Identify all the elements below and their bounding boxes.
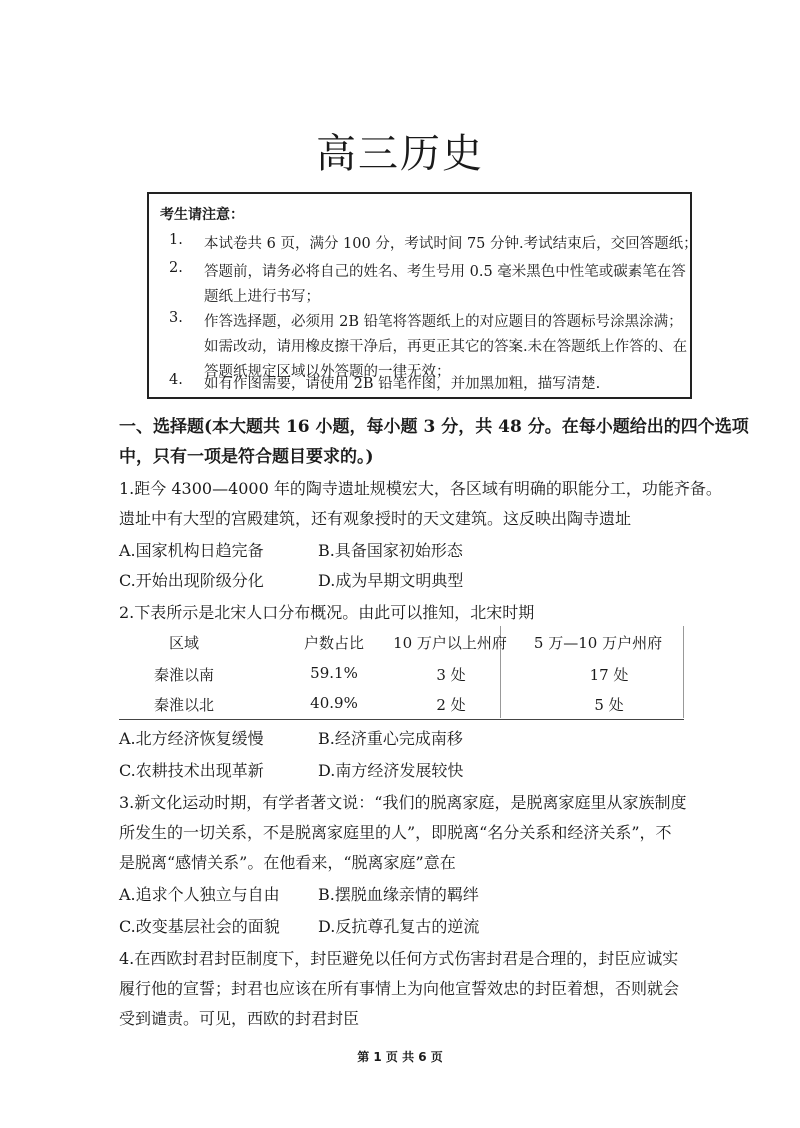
q1-option-d: D.成为早期文明典型 [318, 571, 464, 590]
table-cell: 秦淮以南 [153, 666, 214, 684]
question-1-line-2: 遗址中有大型的宫殿建筑，还有观象授时的天文建筑。这反映出陶寺遗址 [119, 509, 632, 528]
table-cell: 59.1% [310, 664, 358, 682]
table-header-medium-prefectures: 5 万—10 万户州府 [533, 634, 663, 652]
question-3-line-2: 所发生的一切关系，不是脱离家庭里的人”，即脱离“名分关系和经济关系”，不 [119, 823, 672, 842]
section-1-heading: 一、选择题(本大题共 16 小题，每小题 3 分，共 48 分。在每小题给出的四个选项 [119, 417, 749, 437]
table-header-large-prefectures: 10 万户以上州府 [393, 634, 507, 652]
table-header-share: 户数占比 [303, 634, 364, 652]
q1-option-c: C.开始出现阶级分化 [119, 571, 264, 590]
question-4-line-1: 4.在西欧封君封臣制度下，封臣避免以任何方式伤害封君是合理的，封臣应诚实 [119, 949, 679, 968]
table-header-region: 区域 [168, 634, 199, 652]
table-cell: 3 处 [436, 666, 466, 684]
question-2-line-1: 2.下表所示是北宋人口分布概况。由此可以推知，北宋时期 [119, 603, 535, 622]
question-3-line-3: 是脱离“感情关系”。在他看来，“脱离家庭”意在 [119, 853, 456, 872]
question-1-line-1: 1.距今 4300—4000 年的陶寺遗址规模宏大，各区域有明确的职能分工，功能齐备。 [119, 479, 722, 498]
table-cell: 17 处 [589, 666, 629, 684]
q2-option-b: B.经济重心完成南移 [318, 729, 463, 748]
page-number: 第 1 页 共 6 页 [357, 1050, 443, 1064]
notice-heading: 考生请注意： [160, 207, 244, 223]
table-cell: 5 处 [594, 696, 624, 714]
q2-option-a: A.北方经济恢复缓慢 [119, 729, 264, 748]
question-4-line-3: 受到谴责。可见，西欧的封君封臣 [119, 1009, 360, 1028]
question-3-line-1: 3.新文化运动时期，有学者著文说：“我们的脱离家庭，是脱离家庭里从家族制度 [119, 793, 687, 812]
question-4-line-2: 履行他的宣誓；封君也应该在所有事情上为向他宣誓效忠的封臣着想，否则就会 [119, 979, 680, 998]
table-cell: 40.9% [310, 694, 358, 712]
q1-option-b: B.具备国家初始形态 [318, 541, 463, 560]
q2-option-d: D.南方经济发展较快 [318, 761, 464, 780]
notice-box: 考生请注意： 1. 本试卷共 6 页，满分 100 分，考试时间 75 分钟.考试结束后，交回答题纸； 2. 答题前，请务必将自己的姓名、考生号用 0.5 毫米黑色中性笔或碳素笔在答 题纸上进行书写； 3. 作答选择题，必须用 2B 铅笔将答题纸上的对应题目的答题标号涂黑涂满； 如需改动，请用橡皮擦干净后，再更正其它的答案.未在答题纸上作答的、在 答题纸规定区域以外答题的一律无效； 4. 如有作图需要，请使用 2B 铅笔作图，并加黑加粗，描写清楚. [147, 192, 692, 399]
q2-option-c: C.农耕技术出现革新 [119, 761, 264, 780]
table-cell: 秦淮以北 [153, 696, 214, 714]
table-cell: 2 处 [436, 696, 466, 714]
section-1-heading-line-2: 中，只有一项是符合题目要求的。) [119, 447, 374, 467]
population-table [119, 624, 684, 719]
page-title: 高三历史 [316, 131, 484, 177]
q3-option-b: B.摆脱血缘亲情的羁绊 [318, 885, 479, 904]
q3-option-a: A.追求个人独立与自由 [119, 885, 280, 904]
q3-option-c: C.改变基层社会的面貌 [119, 917, 280, 936]
q3-option-d: D.反抗尊孔复古的逆流 [318, 917, 480, 936]
q1-option-a: A.国家机构日趋完备 [119, 541, 264, 560]
